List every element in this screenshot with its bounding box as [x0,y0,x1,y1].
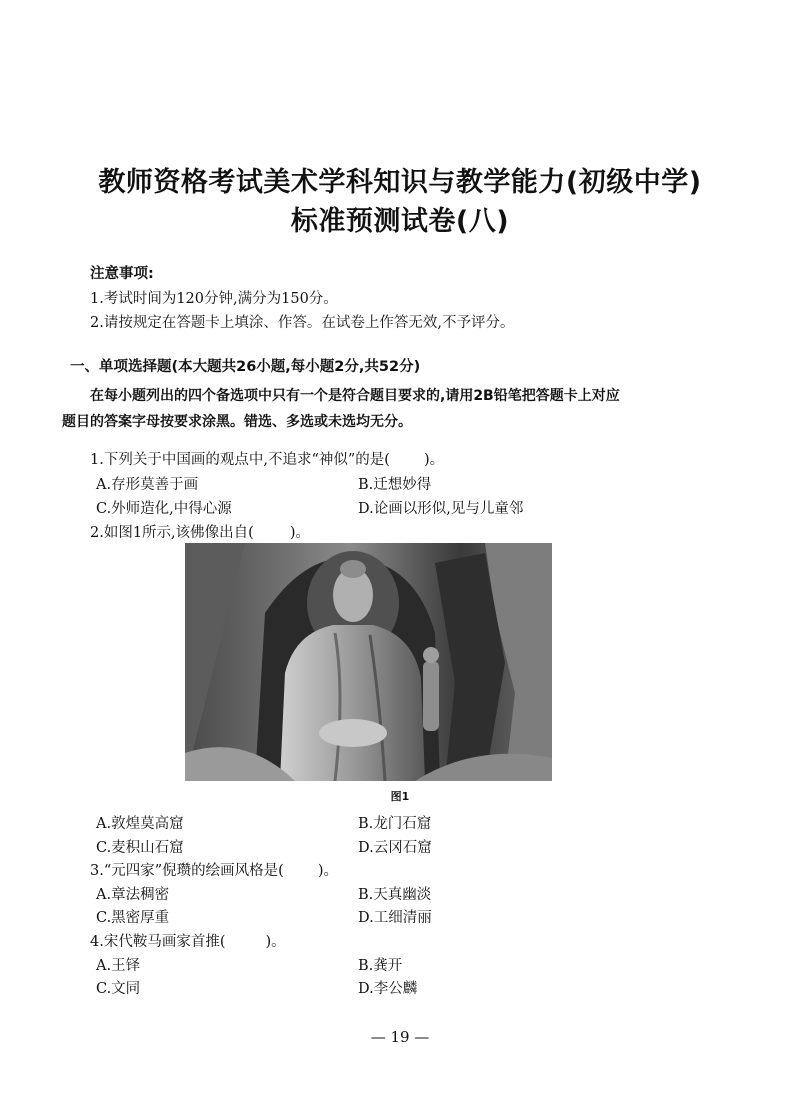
notice-item-2: 2.请按规定在答题卡上填涂、作答。在试卷上作答无效,不予评分。 [90,315,515,331]
instruction-line-2: 题目的答案字母按要求涂黑。错选、多选或未选均无分。 [62,414,412,430]
question-3-stem [90,859,338,880]
instruction-line-1: 在每小题列出的四个备选项中只有一个是符合题目要求的,请用2B铅笔把答题卡上对应 [90,388,620,404]
question-2-option-c: C.麦积山石窟 [96,840,184,856]
question-stem-text: 2.如图1所示,该佛像出自( [90,525,254,541]
question-2-option-a: A.敦煌莫高窟 [96,816,184,832]
buddha-statue-photo [185,543,552,781]
question-1-option-a: A.存形莫善于画 [96,477,199,493]
question-4-stem [90,930,286,951]
question-1-option-c: C.外师造化,中得心源 [96,501,232,517]
question-stem-end: )。 [423,452,445,468]
question-4-option-a: A.王铎 [96,958,141,974]
question-1-stem [90,448,444,469]
question-4-option-d: D.李公麟 [358,981,418,997]
notice-heading: 注意事项: [90,266,154,282]
notice-item-1: 1.考试时间为120分钟,满分为150分。 [90,291,338,307]
question-stem-text: 3.“元四家”倪瓒的绘画风格是( [90,863,284,879]
question-3-option-a: A.章法稠密 [96,887,170,903]
question-1-option-d: D.论画以形似,见与儿童邻 [358,501,524,517]
question-4-option-b: B.龚开 [358,958,403,974]
question-stem-end: )。 [317,863,338,879]
question-3-option-b: B.天真幽淡 [358,887,432,903]
question-2-option-b: B.龙门石窟 [358,816,432,832]
exam-title-line2: 标准预测试卷(八) [290,206,510,237]
exam-title-line1: 教师资格考试美术学科知识与教学能力(初级中学) [98,167,702,198]
question-stem-end: )。 [265,934,286,950]
question-stem-text: 1.下列关于中国画的观点中,不追求“神似”的是( [90,452,390,468]
question-stem-text: 4.宋代鞍马画家首推( [90,934,226,950]
page-number: — 19 — [370,1028,430,1046]
question-4-option-c: C.文同 [96,981,141,997]
buddha-statue-illustration [185,543,552,781]
question-3-option-c: C.黑密厚重 [96,910,170,926]
section-heading: 一、单项选择题(本大题共26小题,每小题2分,共52分) [70,359,421,375]
figure-caption: 图1 [390,790,410,803]
question-1-option-b: B.迁想妙得 [358,477,432,493]
question-stem-end: )。 [289,525,310,541]
question-2-stem [90,521,310,542]
question-2-option-d: D.云冈石窟 [358,840,432,856]
question-3-option-d: D.工细清丽 [358,910,432,926]
